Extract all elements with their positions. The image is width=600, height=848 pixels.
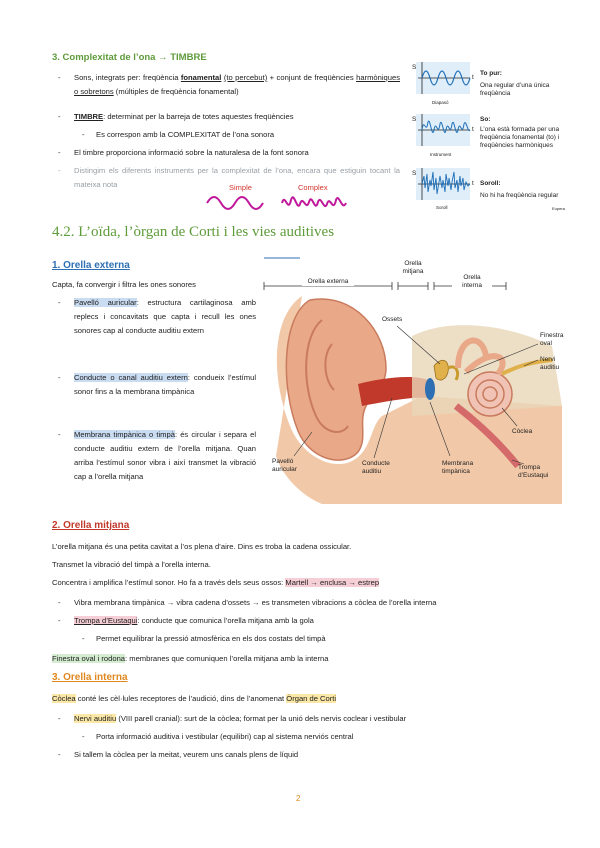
inner-ear-line-1: Còclea conté les cèl·lules receptores de l’audició, dins de l’anomenat Òrgan de Corti (52, 694, 337, 703)
page-number: 2 (296, 794, 301, 803)
middle-ear-line-2: Transmet la vibració del timpà a l’orella interna. (52, 560, 211, 569)
ear-diagram (262, 256, 572, 504)
timbre-sub-bullet: - Es correspon amb la COMPLEXITAT de l’ona sonora (82, 130, 275, 139)
timbre-bullet-1: - Sons, integrats per: freqüència fonamental (to percebut) + conjunt de freqüències harmòniques o sobretons (múltiples de freqüència fonamental) (58, 73, 400, 96)
axis-s-label-2: S (412, 116, 417, 123)
inner-ear-sub-bullet: - Porta informació auditiva i vestibular (equilibri) cap al sistema nerviós central (82, 732, 354, 741)
row2-desc: L’ona està formada per una freqüència fonamental (to) i freqüències harmòniques (480, 126, 560, 149)
row3-title: Soroll: (480, 180, 501, 187)
inner-ear-bullet-2: - Si tallem la còclea per la meitat, veurem uns canals plens de líquid (58, 750, 299, 759)
timbre-bullet-3: - El timbre proporciona informació sobre la naturalesa de la font sonora (58, 148, 309, 157)
axis-s-label-3: S (412, 170, 417, 177)
label-auditory-nerve: Nervi auditiu (540, 356, 560, 371)
wave-types-panel (412, 60, 565, 211)
outer-ear-item-timpa: - Membrana timpànica o timpà: és circular i separa el conducte auditiu extern de l’orella mitjana. Quan arriba l’estímul sonor vibra i així transmet la vibració cap a l’orella mitjana (58, 430, 257, 481)
row3-desc: No hi ha freqüència regular (480, 192, 559, 199)
row1-title: To pur: (480, 70, 502, 77)
middle-ear-bullet-1: - Vibra membrana timpànica → vibra cadena d’ossets → es transmeten vibracions a còclea de l’orella interna (58, 598, 437, 607)
outer-ear-intro: Capta, fa convergir i filtra les ones sonores (52, 280, 196, 289)
sound-wave-icon (412, 112, 472, 150)
label-ossicles: Ossets (382, 316, 403, 323)
axis-t-label-2: t (472, 126, 474, 133)
panel-credit: Eupera (552, 206, 565, 211)
label-outer-ear: Orella externa (302, 278, 354, 286)
outer-ear-heading: 1. Orella externa (52, 260, 130, 271)
timbre-bullet-2: - TIMBRE: determinat per la barreja de totes aquestes freqüències (58, 112, 294, 121)
label-ear-canal: Conducte auditiu (362, 460, 390, 475)
middle-ear-line-1: L’orella mitjana és una petita cavitat a l’os plena d’aire. Dins es troba la cadena ossicular. (52, 542, 352, 551)
inner-ear-bullet-1: - Nervi auditiu (VIII parell cranial): surt de la còclea; format per la unió dels nervis coclear i vestibular (58, 714, 407, 723)
inner-ear-heading: 3. Orella interna (52, 672, 128, 683)
label-inner-ear: Orella interna (452, 274, 492, 290)
outer-ear-item-conducte: - Conducte o canal auditiu extern: condueix l’estímul sonor fins a la membrana timpànica (58, 373, 257, 396)
middle-ear-sub-bullet: - Permet equilibrar la pressió atmosfèrica en els dos costats del timpà (82, 634, 326, 643)
wave-simple-label: Simple (229, 183, 252, 192)
row1-desc: Ona regular d’una única freqüència (480, 82, 550, 97)
label-pinna: Pavelló auricular (272, 458, 297, 473)
wave-complex-label: Complex (298, 183, 328, 192)
simple-wave-graphic (205, 192, 271, 214)
row2-caption: Instrument (430, 152, 452, 157)
axis-s-label-1: S (412, 64, 417, 71)
axis-t-label-3: t (472, 180, 474, 187)
label-oval-window: Finestra oval (540, 332, 564, 347)
middle-ear-heading: 2. Orella mitjana (52, 520, 130, 531)
pure-tone-wave-icon (412, 60, 472, 98)
noise-wave-icon (412, 166, 472, 204)
middle-ear-bullet-2: - Trompa d’Eustaqui: conducte que comunica l’orella mitjana amb la gola (58, 616, 314, 625)
row3-caption: Soroll (436, 205, 448, 210)
label-eardrum: Membrana timpànica (442, 460, 474, 475)
row1-caption: Diapasó (432, 100, 449, 105)
label-eustachian-tube: Trompa d’Eustaqui (518, 464, 549, 479)
timbre-bullet-4: - Distingim els diferents instruments per la complexitat de l’ona, encara que estiguin tocant la mateixa nota (58, 166, 400, 189)
section-4-2-heading: 4.2. L’oïda, l’òrgan de Corti i les vies auditives (52, 224, 335, 240)
outer-ear-item-pavello: - Pavelló auricular: estructura cartilaginosa amb replecs i concavitats que capta i recull les ones sonores cap al conducte auditiu extern (58, 298, 256, 335)
row2-title: So: (480, 116, 491, 123)
middle-ear-line-3: Concentra i amplifica l’estímul sonor. Ho fa a través dels seus ossos: Martell → enclusa → estrep (52, 578, 380, 587)
label-cochlea: Còclea (512, 428, 533, 435)
label-middle-ear: Orella mitjana (402, 260, 424, 275)
middle-ear-line-4: Finestra oval i rodona: membranes que comuniquen l’orella mitjana amb la interna (52, 654, 329, 663)
section-3-heading: 3. Complexitat de l’ona → TIMBRE (52, 52, 207, 63)
complex-wave-graphic (280, 192, 350, 214)
axis-t-label-1: t (472, 74, 474, 81)
